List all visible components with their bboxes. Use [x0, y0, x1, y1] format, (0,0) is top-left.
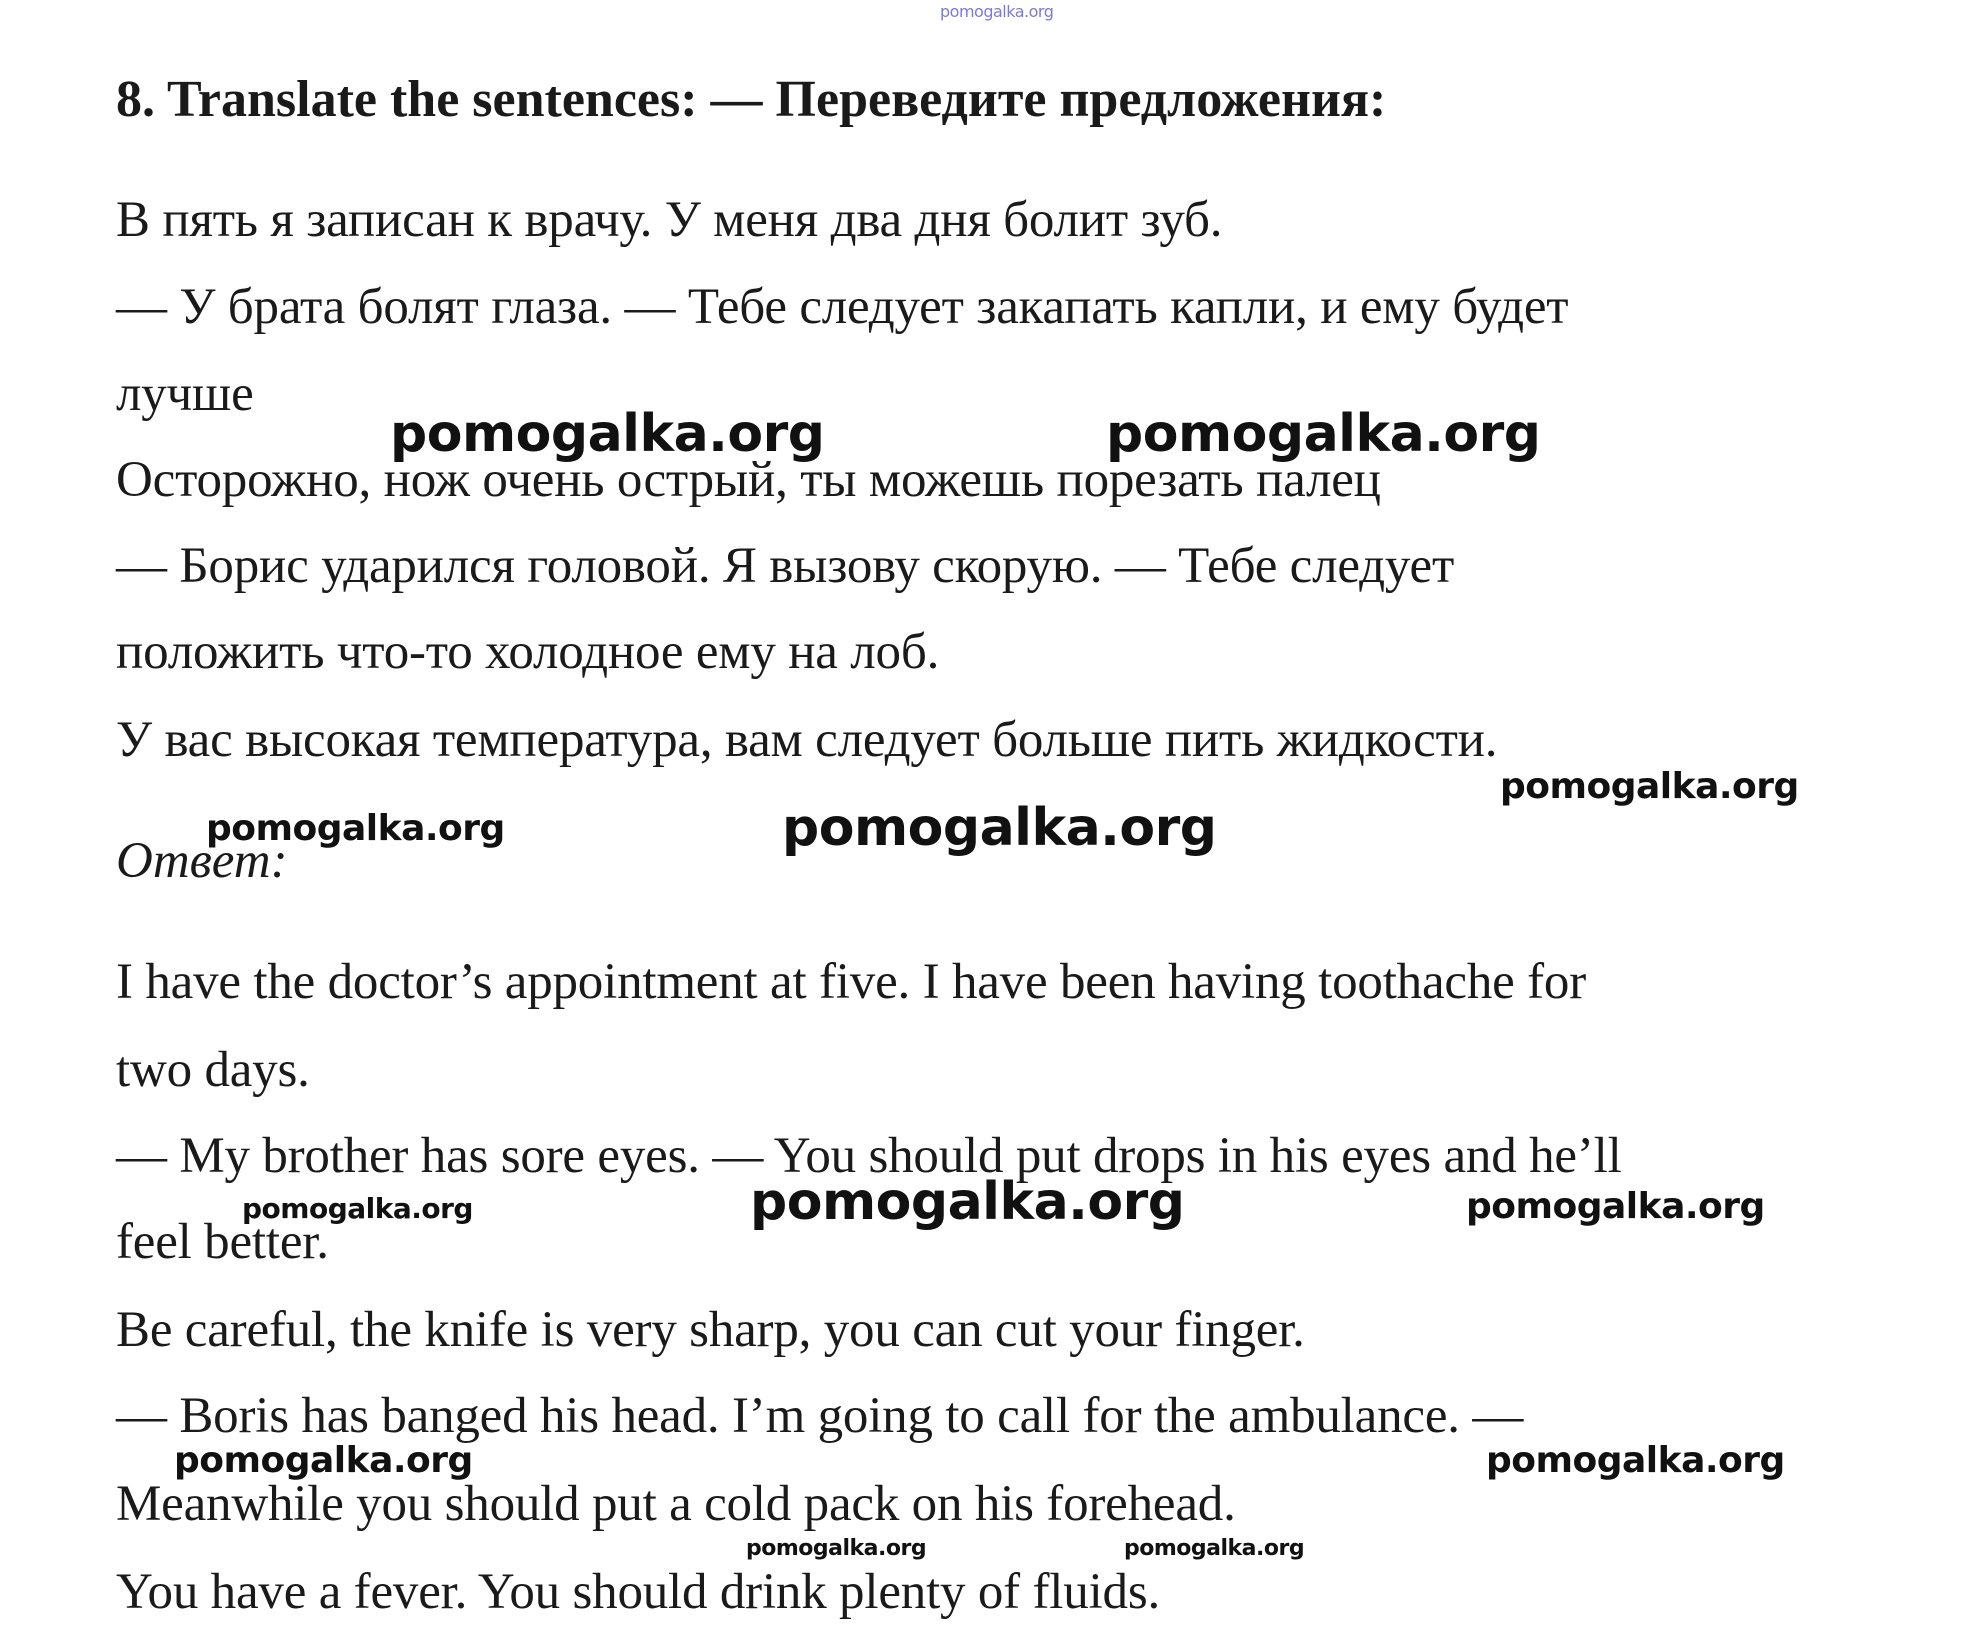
russian-line-3: лучше: [116, 366, 254, 422]
english-line-7: Meanwhile you should put a cold pack on his forehead.: [116, 1476, 1236, 1532]
english-line-3: — My brother has sore eyes. — You should put drops in his eyes and he’ll: [116, 1128, 1622, 1184]
watermark: pomogalka.org: [1106, 404, 1541, 464]
english-line-1: I have the doctor’s appointment at five. I have been having toothache for: [116, 954, 1587, 1010]
watermark: pomogalka.org: [242, 1192, 473, 1225]
russian-line-6: положить что-то холодное ему на лоб.: [116, 624, 940, 680]
english-line-6: — Boris has banged his head. I’m going to call for the ambulance. —: [116, 1388, 1524, 1444]
header-watermark: pomogalka.org: [940, 2, 1054, 21]
russian-line-5: — Борис ударился головой. Я вызову скорую. — Тебе следует: [116, 538, 1455, 594]
watermark: pomogalka.org: [1500, 766, 1799, 807]
russian-line-7: У вас высокая температура, вам следует больше пить жидкости.: [116, 712, 1498, 768]
english-line-5: Be careful, the knife is very sharp, you can cut your finger.: [116, 1302, 1305, 1358]
russian-line-2: — У брата болят глаза. — Тебе следует закапать капли, и ему будет: [116, 279, 1569, 335]
watermark: pomogalka.org: [782, 798, 1217, 858]
watermark: pomogalka.org: [174, 1440, 473, 1481]
watermark: pomogalka.org: [1466, 1186, 1765, 1227]
watermark: pomogalka.org: [390, 404, 825, 464]
exercise-heading: 8. Translate the sentences: — Переведите предложения:: [116, 71, 1387, 128]
russian-line-1: В пять я записан к врачу. У меня два дня болит зуб.: [116, 192, 1223, 248]
watermark: pomogalka.org: [1486, 1440, 1785, 1481]
english-line-8: You have a fever. You should drink plenty of fluids.: [116, 1564, 1161, 1620]
watermark: pomogalka.org: [206, 808, 505, 849]
watermark: pomogalka.org: [750, 1172, 1185, 1232]
answer-label: Ответ:: [116, 833, 288, 889]
russian-line-4: Осторожно, нож очень острый, ты можешь порезать палец: [116, 452, 1381, 508]
watermark: pomogalka.org: [746, 1536, 927, 1561]
english-line-2: two days.: [116, 1042, 310, 1098]
watermark: pomogalka.org: [1124, 1536, 1305, 1561]
english-line-4: feel better.: [116, 1214, 329, 1270]
